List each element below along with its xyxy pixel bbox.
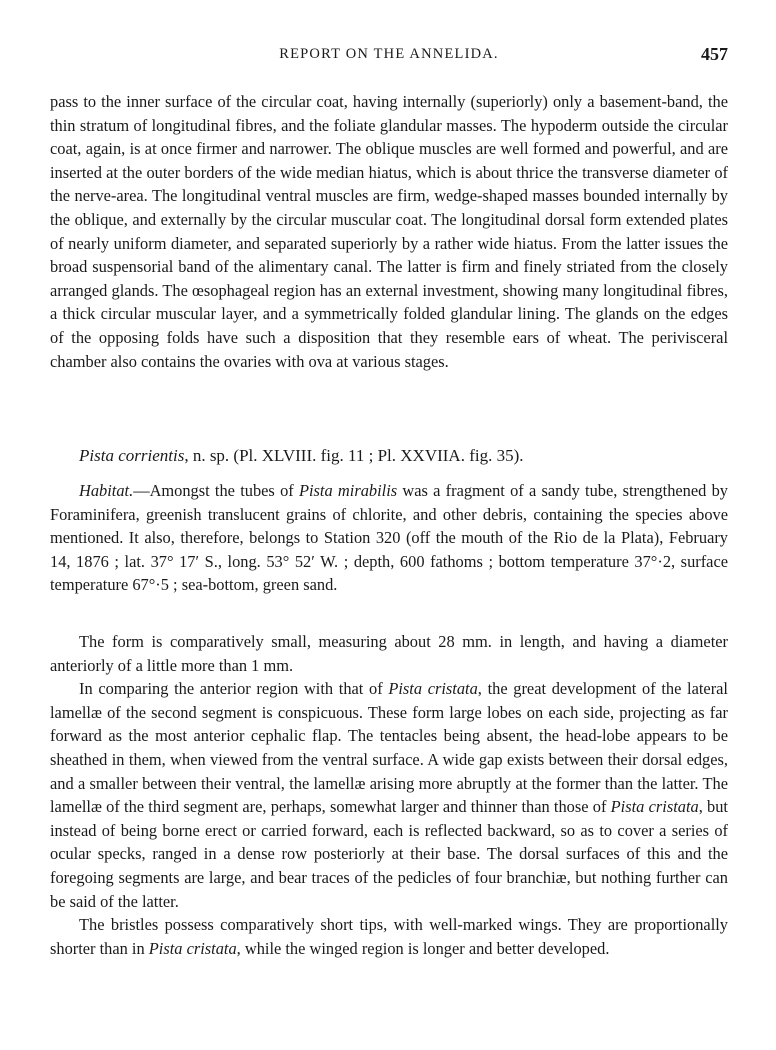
- page-header: [50, 44, 728, 68]
- paragraph-continued: [50, 90, 728, 373]
- paragraph-comparing: In comparing the anterior region with that of Pista cristata, the great development of the lateral lamellæ of the second segment is conspicuous. These form large lobes on each side, projecting as far forward as the most anterior cephalic flap. The tentacles being absent, the head-lobe appears to be sheathed in them, when viewed from the ventral surface. A wide gap exists between their dorsal edges, and a smaller between their ventral, the lamellæ arising more abruptly at the former than the latter. The lamellæ of the third segment are, perhaps, somewhat larger and thinner than those of Pista cristata, but instead of being borne erect or carried forward, each is reflected backward, so as to cover a series of ocular specks, ranged in a dense row posteriorly at their base. The dorsal surfaces of this and the foregoing segments are large, and bear traces of the pedicles of four branchiæ, but nothing further can be said of the latter.: [50, 679, 728, 911]
- species-ref: Pista cristata: [148, 938, 237, 958]
- habitat-label: Habitat.: [79, 481, 134, 500]
- species-ref: Pista cristata: [610, 797, 699, 817]
- paragraph-habitat: Habitat.—Amongst the tubes of Pista mirabilis was a fragment of a sandy tube, strengthened by Foraminifera, greenish translucent grains of chlorite, and other debris, containing the species above mentioned. It also, therefore, belongs to Station 320 (off the mouth of the Rio de la Plata), February 14, 1876 ; lat. 37° 17′ S., long. 53° 52′ W. ; depth, 600 fathoms ; bottom temperature 37°·2, surface temperature 67°·5 ; sea-bottom, green sand.: [50, 481, 728, 595]
- description-section: [50, 630, 728, 960]
- species-plate-reference: , n. sp. (Pl. XLVIII. fig. 11 ; Pl. XXVIIA. fig. 35).: [184, 446, 524, 465]
- species-ref: Pista mirabilis: [298, 481, 398, 500]
- page-number: 457: [701, 44, 728, 64]
- paragraph-form: The form is comparatively small, measuring about 28 mm. in length, and having a diameter anteriorly of a little more than 1 mm.: [50, 632, 728, 675]
- species-ref: Pista cristata: [388, 679, 478, 699]
- species-heading: [50, 444, 728, 468]
- species-name: Pista corrientis: [79, 446, 185, 465]
- habitat-section: [50, 479, 728, 597]
- running-title: REPORT ON THE ANNELIDA.: [279, 46, 499, 62]
- paragraph-anatomy: pass to the inner surface of the circular coat, having internally (superiorly) only a basement-band, the thin stratum of longitudinal fibres, and the foliate glandular masses. The hypoderm outside the circular coat, again, is at once firmer and narrower. The oblique muscles are well formed and powerful, and are inserted at the outer borders of the wide median hiatus, which is about thrice the transverse diameter of the nerve-area. The longitudinal ventral muscles are firm, wedge-shaped masses bounded internally by the oblique, and externally by the circular muscular coat. The longitudinal dorsal form extended plates of nearly uniform diameter, and separated superiorly by a rather wide hiatus. From the latter issues the broad suspensorial band of the alimentary canal. The latter is firm and finely striated from the closely arranged glands. The œsophageal region has an external investment, showing many longitudinal fibres, a thick circular muscular layer, and a symmetrically folded glandular lining. The glands on the edges of the opposing folds have such a disposition that they resemble ears of wheat. The perivisceral chamber also contains the ovaries with ova at various stages.: [50, 92, 728, 371]
- paragraph-bristles: The bristles possess comparatively short tips, with well-marked wings. They are proportionally shorter than in Pista cristata, while the winged region is longer and better developed.: [50, 915, 728, 958]
